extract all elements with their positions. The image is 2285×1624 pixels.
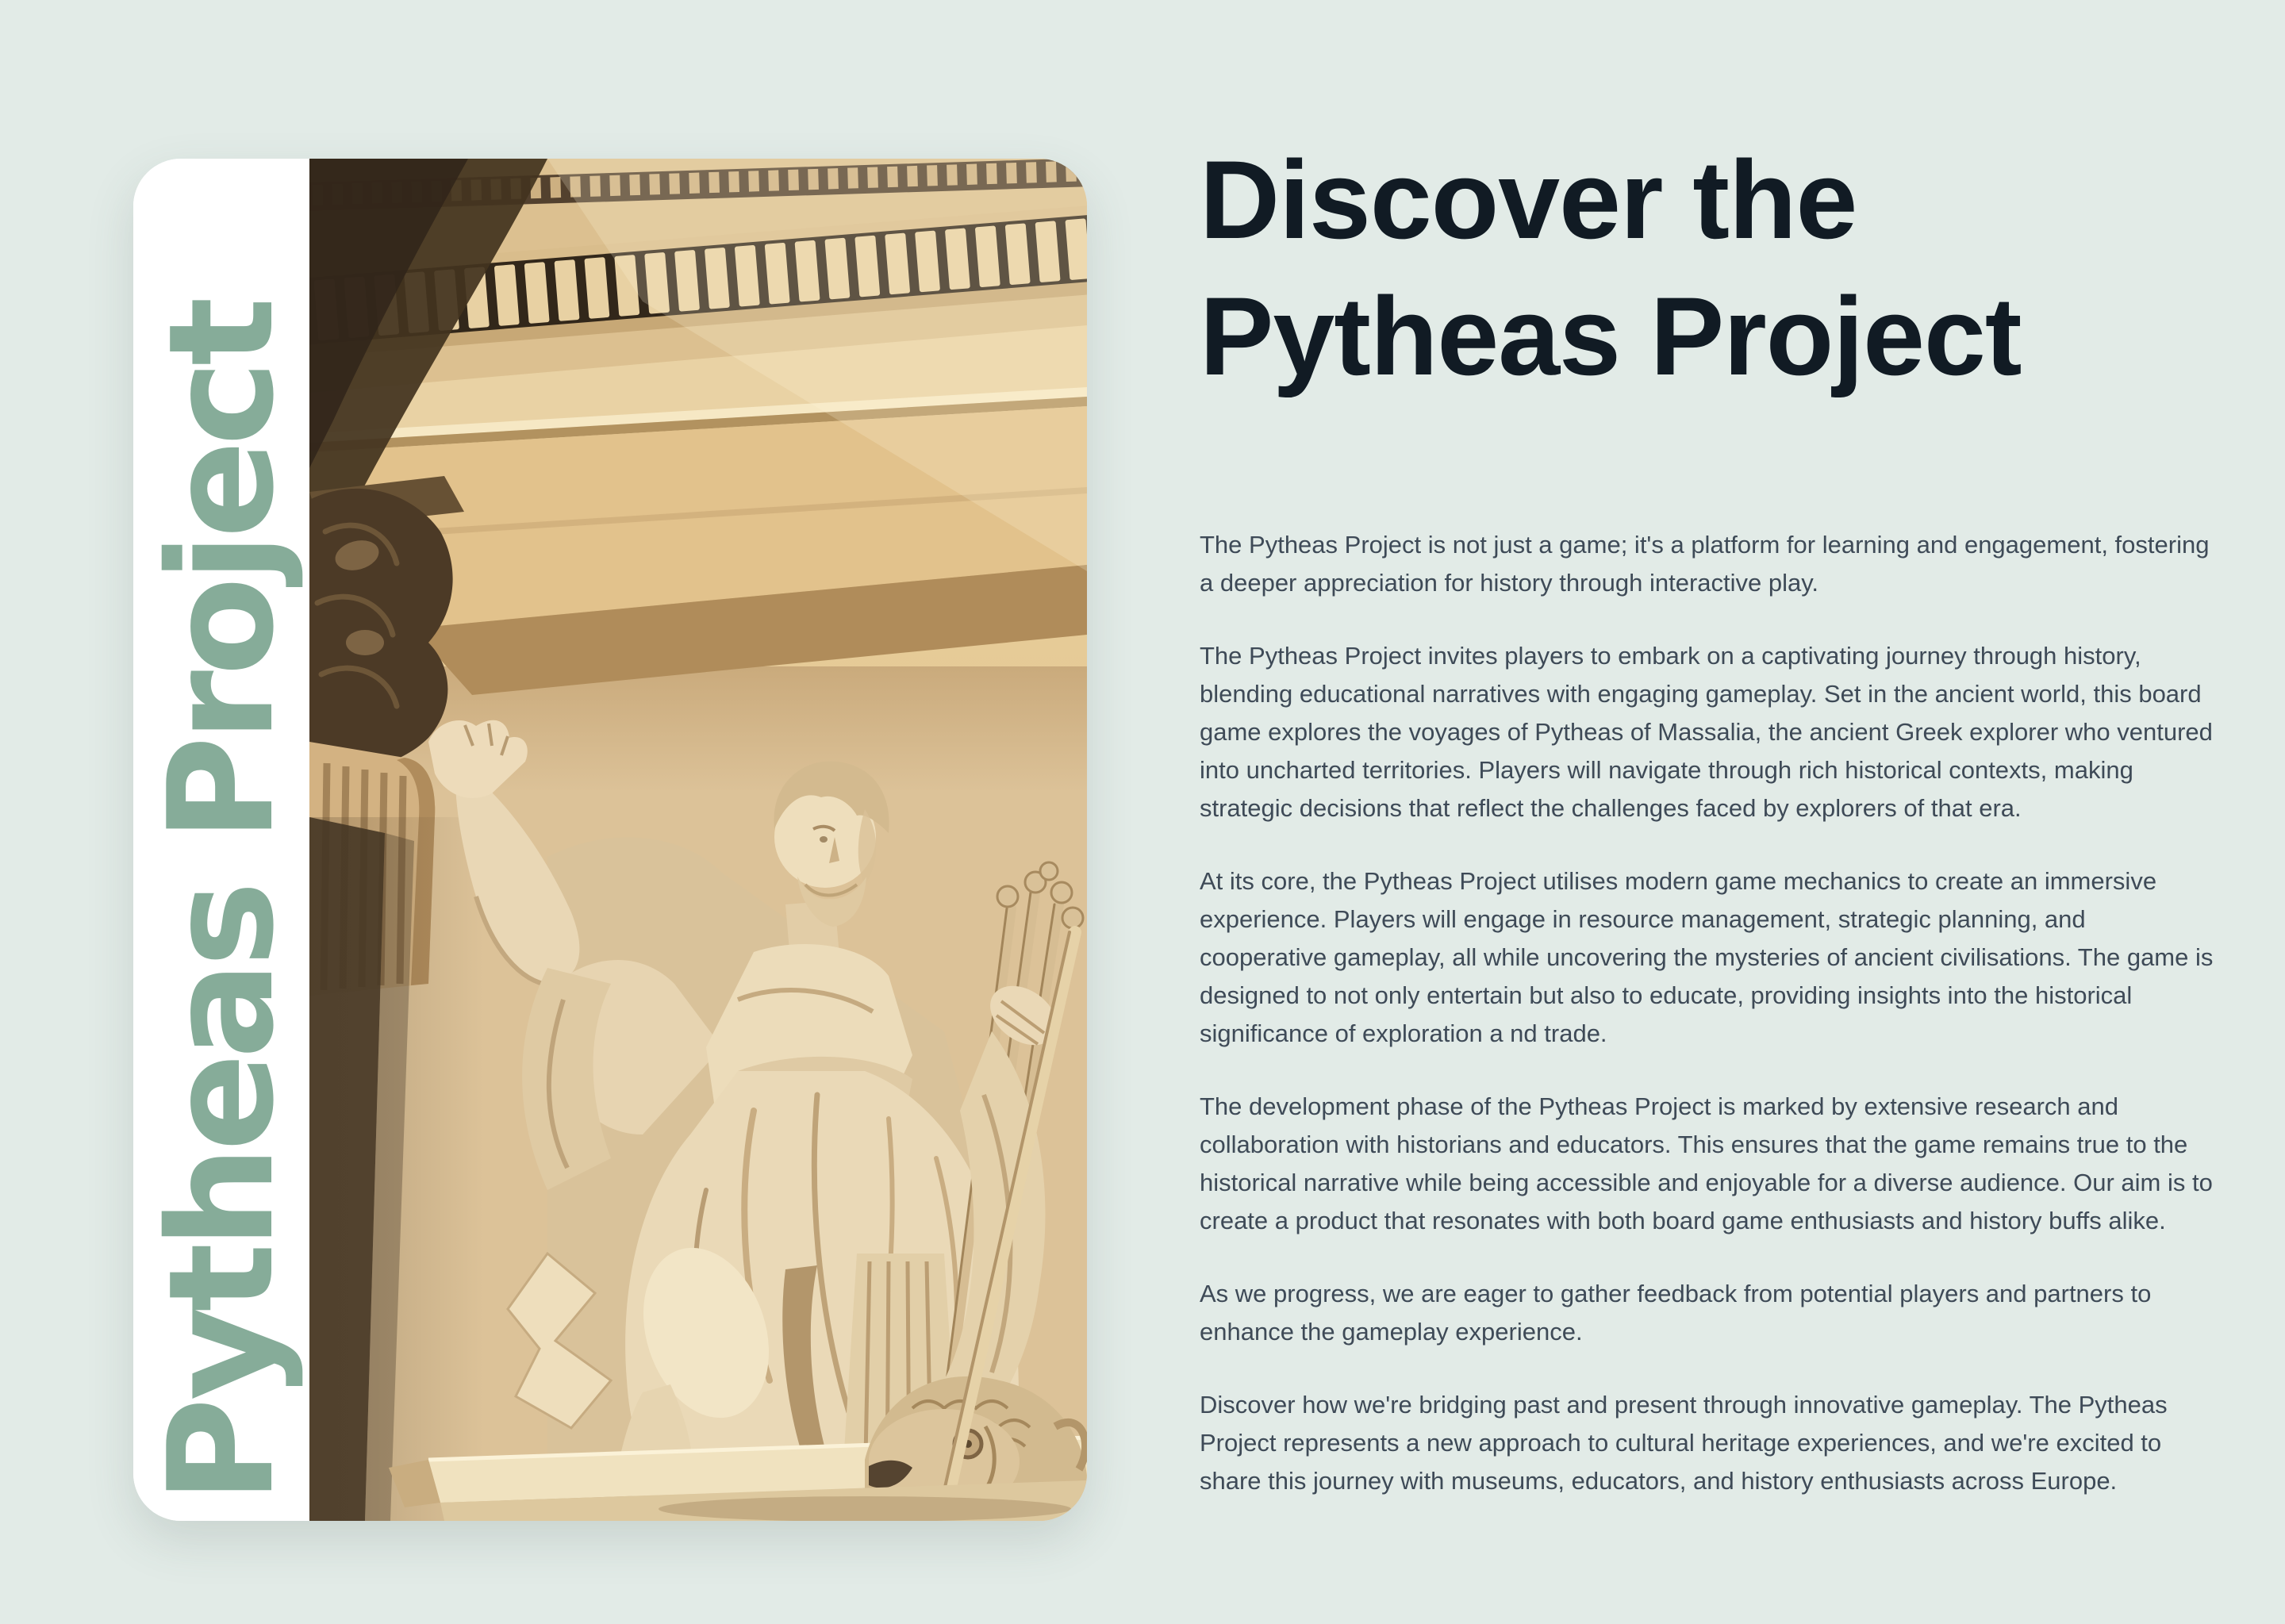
vertical-project-title: Pytheas Project <box>137 302 305 1503</box>
statue-photo-illustration <box>309 159 1087 1521</box>
card-title-strip <box>133 159 309 1521</box>
project-card <box>133 159 1087 1521</box>
vertical-title-box <box>133 159 309 1521</box>
body-paragraph: Discover how we're bridging past and present through innovative gameplay. The Pytheas Project represents a new approach to cultural heritage experiences, and we're excited to share this journey with museums, educators, and history enthusiasts across Europe. <box>1200 1391 2168 1495</box>
page-title-line-2: Pytheas Project <box>1200 274 2022 398</box>
main-content <box>1200 132 2222 1535</box>
body-paragraph: The Pytheas Project is not just a game; it's a platform for learning and engagement, fostering a deeper appreciation for history through interactive play. <box>1200 531 2210 597</box>
statue-photo <box>309 159 1087 1521</box>
body-paragraph: The development phase of the Pytheas Project is marked by extensive research and collaboration with historians and educators. This ensures that the game remains true to the historical narrative while being accessible and enjoyable for a diverse audience. Our aim is to create a product that resonates with both board game enthusiasts and history buffs alike. <box>1200 1092 2213 1234</box>
page-title <box>1200 132 2222 405</box>
page-title-line-1: Discover the <box>1200 137 1857 262</box>
body-paragraph: The Pytheas Project invites players to embark on a captivating journey through history, blending educational narratives with engaging gameplay. Set in the ancient world, this board game explores the voyages of Pytheas of Massalia, the ancient Greek explorer who ventured into uncharted territories. Players will navigate through rich historical contexts, making strategic decisions that reflect the challenges faced by explorers of that era. <box>1200 642 2213 822</box>
body-paragraph: As we progress, we are eager to gather feedback from potential players and partners to enhance the gameplay experience. <box>1200 1280 2152 1346</box>
body-paragraph: At its core, the Pytheas Project utilises modern game mechanics to create an immersive experience. Players will engage in resource management, strategic planning, and cooperative gameplay, all while uncovering the mysteries of ancient civilisations. The game is designed to not only entertain but also to educate, providing insights into the historical significance of exploration a nd trade. <box>1200 867 2214 1047</box>
